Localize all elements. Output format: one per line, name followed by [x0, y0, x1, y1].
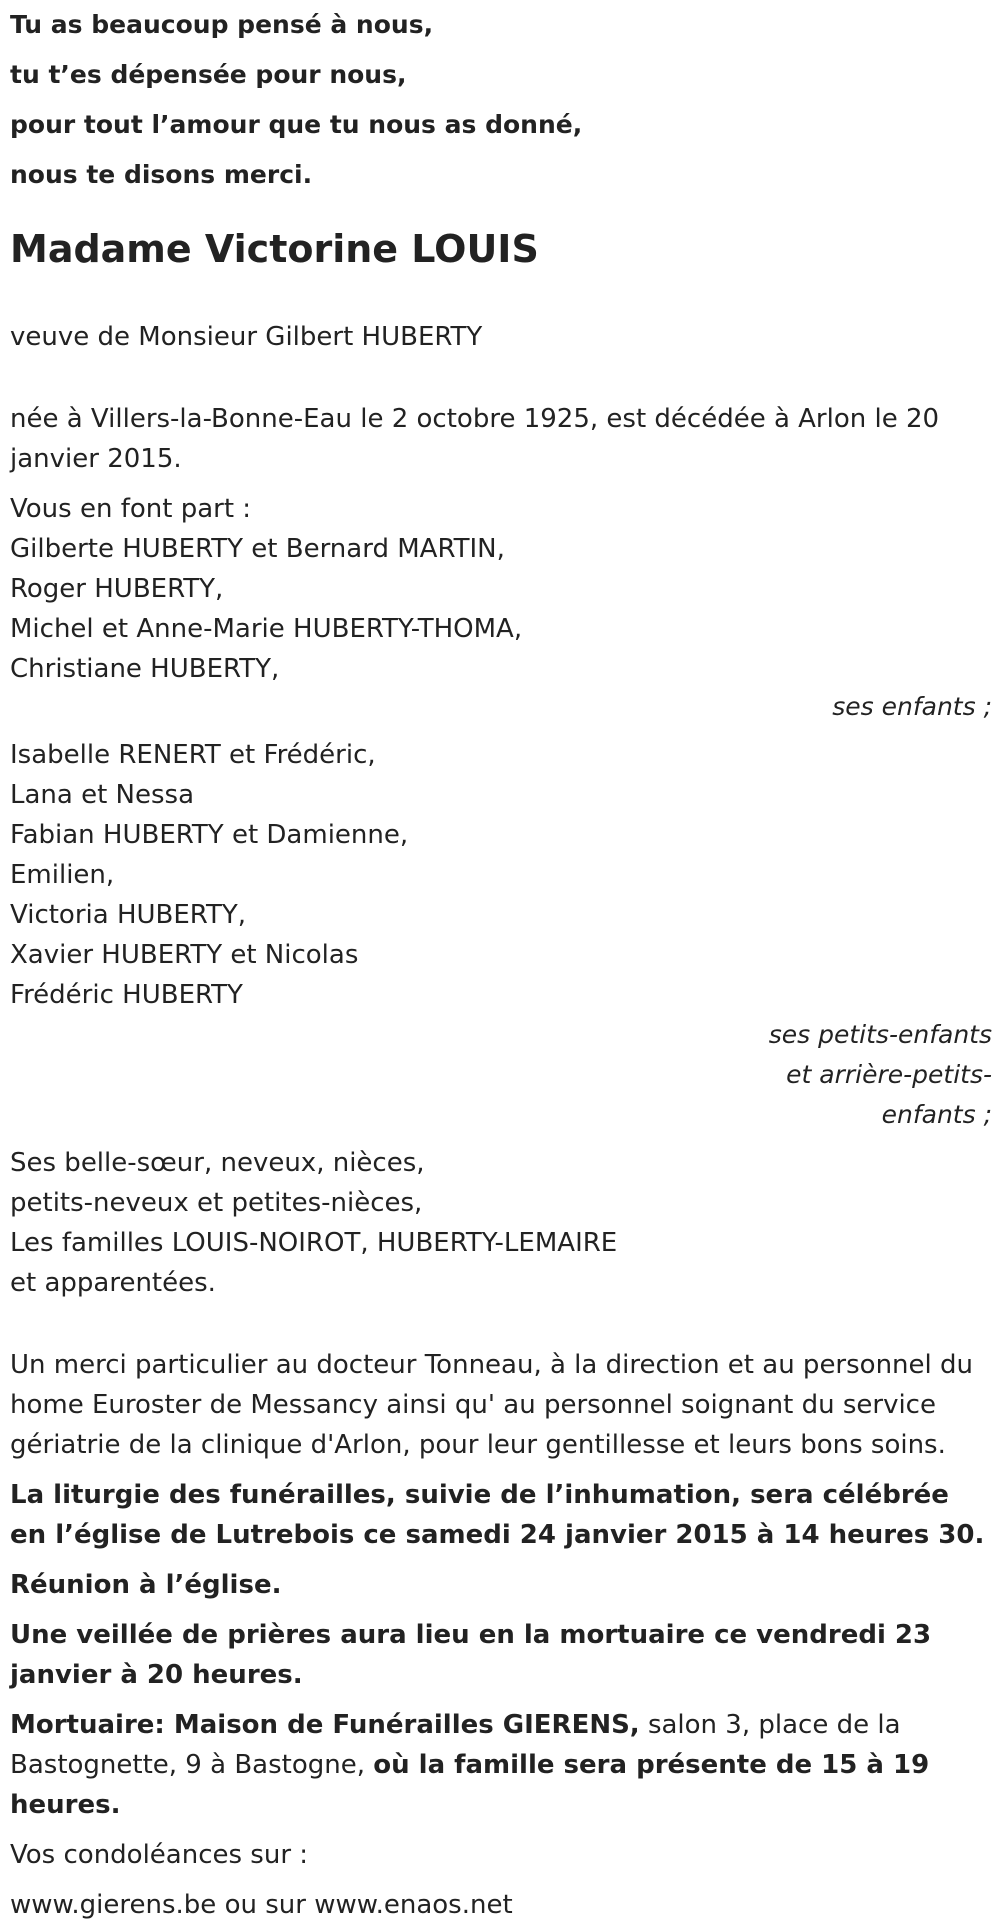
poem	[10, 0, 992, 200]
other-relatives-item: Les familles LOUIS-NOIROT, HUBERTY-LEMAIRE	[10, 1228, 618, 1258]
birth-death-text: née à Villers-la-Bonne-Eau le 2 octobre 1925, est décédée à Arlon le 20 janvier 2015.	[10, 404, 940, 474]
poem-line: tu t’es dépensée pour nous,	[10, 60, 407, 89]
vigil-text: Une veillée de prières aura lieu en la mortuaire ce vendredi 23 janvier à 20 heures.	[10, 1620, 932, 1690]
announcement-intro: Vous en font part :	[10, 494, 252, 524]
grandchildren-item: Xavier HUBERTY et Nicolas	[10, 940, 359, 970]
grandchildren-item: Lana et Nessa	[10, 780, 195, 810]
children-label: ses enfants ;	[832, 692, 992, 721]
widow-of: veuve de Monsieur Gilbert HUBERTY	[10, 322, 483, 352]
grandchildren-label	[10, 1015, 992, 1135]
children-item: Gilberte HUBERTY et Bernard MARTIN,	[10, 534, 505, 564]
grandchildren-label-line: ses petits-enfants	[768, 1020, 992, 1049]
obituary-page	[10, 0, 992, 1925]
other-relatives-item: petits-neveux et petites-nièces,	[10, 1188, 423, 1218]
grandchildren-item: Emilien,	[10, 860, 115, 890]
grandchildren-label-line: enfants ;	[881, 1100, 992, 1129]
condolences-sites: www.gierens.be ou sur www.enaos.net	[10, 1890, 513, 1920]
poem-line: Tu as beaucoup pensé à nous,	[10, 10, 434, 39]
grandchildren-item: Fabian HUBERTY et Damienne,	[10, 820, 409, 850]
grandchildren-item: Victoria HUBERTY,	[10, 900, 246, 930]
children-item: Roger HUBERTY,	[10, 574, 224, 604]
liturgy-text: La liturgie des funérailles, suivie de l’inhumation, sera célébrée en l’église de Lutrebois ce samedi 24 janvier 2015 à 14 heures 30.	[10, 1480, 985, 1550]
mortuary-label: Mortuaire: Maison de Funérailles GIERENS,	[10, 1710, 640, 1740]
meeting-text: Réunion à l’église.	[10, 1570, 282, 1600]
grandchildren-item: Isabelle RENERT et Frédéric,	[10, 740, 376, 770]
thanks-paragraph: Un merci particulier au docteur Tonneau, à la direction et au personnel du home Euroster de Messancy ainsi qu' au personnel soignant du service gériatrie de la clinique d'Arlon, pour leur gentillesse et leurs bons soins.	[10, 1350, 974, 1460]
mortuary-address: salon 3, place de la Bastognette, 9 à Bastogne,	[10, 1710, 901, 1780]
children-item: Michel et Anne-Marie HUBERTY-THOMA,	[10, 614, 523, 644]
grandchildren-label-line: et arrière-petits-	[786, 1060, 992, 1089]
poem-line: nous te disons merci.	[10, 160, 313, 189]
grandchildren-item: Frédéric HUBERTY	[10, 980, 243, 1010]
family-announcement	[10, 489, 992, 1303]
mortuary-text	[10, 1705, 992, 1825]
condolences-intro: Vos condoléances sur :	[10, 1840, 309, 1870]
children-item: Christiane HUBERTY,	[10, 654, 280, 684]
other-relatives-item: et apparentées.	[10, 1268, 216, 1298]
other-relatives-item: Ses belle-sœur, neveux, nièces,	[10, 1148, 425, 1178]
poem-line: pour tout l’amour que tu nous as donné,	[10, 110, 583, 139]
mortuary-presence: où la famille sera présente de 15 à 19 heures.	[10, 1750, 930, 1820]
deceased-name: Madame Victorine LOUIS	[10, 227, 539, 271]
